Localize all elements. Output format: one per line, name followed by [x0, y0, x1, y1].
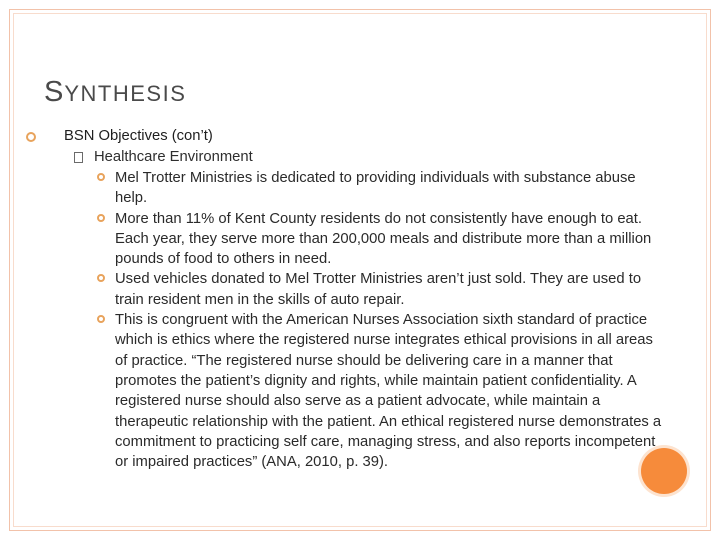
ring-bullet-icon [97, 274, 105, 282]
bullet-level1 [26, 126, 676, 147]
bullet-level3-text: Mel Trotter Ministries is dedicated to providing individuals with substance abuse help. [115, 170, 636, 207]
bullet-level2 [26, 147, 676, 168]
slide-content [26, 126, 676, 472]
bullet-level1-text: BSN Objectives (con’t) [64, 128, 213, 144]
title-rest: YNTHESIS [64, 81, 187, 106]
bullet-level3 [26, 168, 676, 209]
title-first-letter: S [44, 76, 65, 108]
bullet-level3-text: This is congruent with the American Nurses Association sixth standard of practice which is ethics where the registered nurse integrates ethical provisions in all areas of practice. “The registered nurse should be delivering care in a manner that promotes the patient’s dignity and rights, while maintain patient confidentiality. A registered nurse should also serve as a patient advocate, while maintain a therapeutic relationship with the patient. An ethical registered nurse demonstrates a commitment to practicing self care, managing stress, and also reports incompetent or impaired practices” (ANA, 2010, p. 39). [115, 312, 662, 471]
decorative-orange-circle [641, 448, 687, 494]
bullet-level3-text: More than 11% of Kent County residents do not consistently have enough to eat. Each year, they serve more than 200,000 meals and distribute more than a million pounds of food to others in need. [115, 210, 652, 268]
slide-title [44, 76, 186, 109]
box-bullet-icon [74, 152, 83, 163]
bullet-level3 [26, 269, 676, 310]
ring-bullet-icon [97, 315, 105, 323]
ring-bullet-icon [26, 132, 36, 142]
ring-bullet-icon [97, 173, 105, 181]
ring-bullet-icon [97, 214, 105, 222]
bullet-level3-text: Used vehicles donated to Mel Trotter Ministries aren’t just sold. They are used to train resident men in the skills of auto repair. [115, 271, 642, 308]
bullet-level2-text: Healthcare Environment [94, 149, 253, 165]
bullet-level3 [26, 310, 676, 472]
bullet-level3 [26, 209, 676, 270]
